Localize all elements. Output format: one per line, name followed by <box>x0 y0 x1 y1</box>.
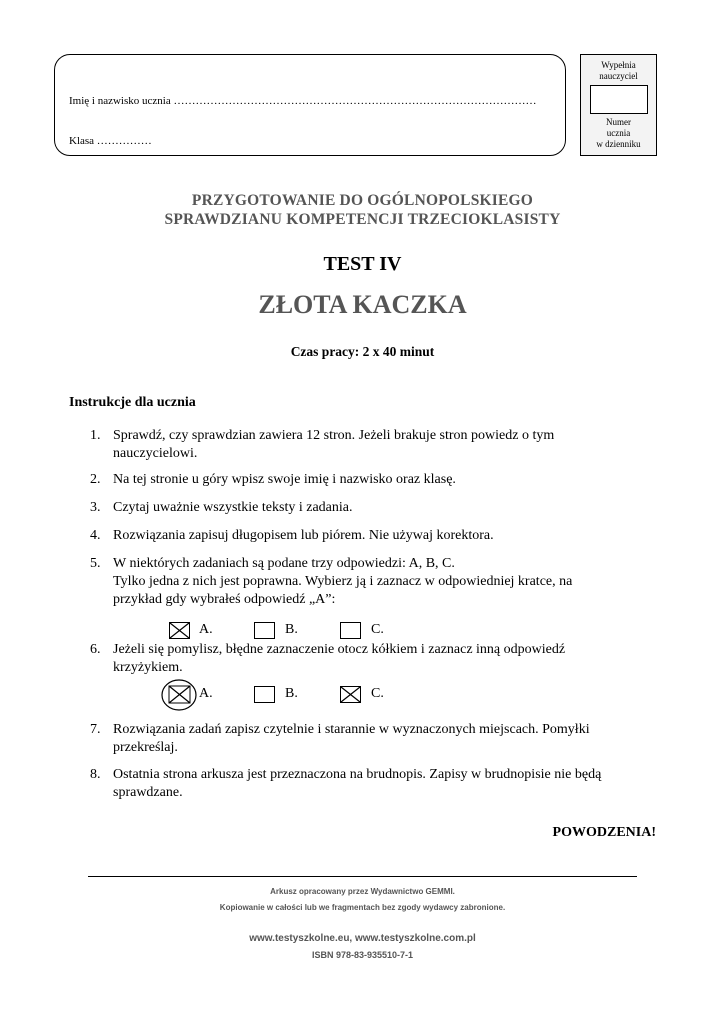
footer-copyright: Kopiowanie w całości lub we fragmentach bez zgody wydawcy zabronione. <box>219 903 506 912</box>
item-text: Rozwiązania zapisuj długopisem lub piórem. Nie używaj korektora. <box>113 528 494 543</box>
option-label-b: B. <box>285 686 298 701</box>
checkbox-c[interactable] <box>340 622 361 639</box>
checkbox-b[interactable] <box>254 622 275 639</box>
item-number: 6. <box>90 642 101 657</box>
item-text: Jeżeli się pomylisz, błędne zaznaczenie otocz kółkiem i zaznacz inną odpowiedź <box>113 642 566 657</box>
item-number: 3. <box>90 500 101 515</box>
option-label-c: C. <box>371 686 384 701</box>
item-number: 5. <box>90 556 101 571</box>
item-text: sprawdzane. <box>113 785 183 800</box>
student-name-field[interactable]: Imię i nazwisko ucznia ……………………………………………………………………………………… <box>69 95 537 107</box>
example-row-2 <box>0 686 725 708</box>
item-number: 1. <box>90 428 101 443</box>
item-text: Tylko jedna z nich jest poprawna. Wybierz ją i zaznacz w odpowiedniej kratce, na <box>113 574 573 589</box>
footer-divider <box>88 876 637 877</box>
item-text: Rozwiązania zadań zapisz czytelnie i starannie w wyznaczonych miejscach. Pomyłki <box>113 722 590 737</box>
option-label-a: A. <box>199 622 213 637</box>
item-text: przykład gdy wybrałeś odpowiedź „A”: <box>113 592 336 607</box>
option-label-b: B. <box>285 622 298 637</box>
main-title: ZŁOTA KACZKA <box>258 290 467 319</box>
checkbox-b[interactable] <box>254 686 275 703</box>
teacher-box-label-3: Numer <box>606 117 631 127</box>
item-text: nauczycielowi. <box>113 446 198 461</box>
header-line-1: PRZYGOTOWANIE DO OGÓLNOPOLSKIEGO <box>191 192 534 209</box>
item-text: przekreślaj. <box>113 740 178 755</box>
item-text: Na tej stronie u góry wpisz swoje imię i nazwisko oraz klasę. <box>113 472 456 487</box>
checkbox-a-checked[interactable] <box>169 622 190 639</box>
good-luck-text: POWODZENIA! <box>552 825 656 840</box>
student-number-input[interactable] <box>590 85 648 114</box>
teacher-box <box>580 54 657 156</box>
example-row-1 <box>0 622 725 642</box>
instructions-heading: Instrukcje dla ucznia <box>69 395 196 410</box>
footer-publisher: Arkusz opracowany przez Wydawnictwo GEMMI. <box>270 887 455 896</box>
item-text: Czytaj uważnie wszystkie teksty i zadania. <box>113 500 353 515</box>
cross-mark-icon <box>340 686 361 703</box>
teacher-box-label-5: w dzienniku <box>596 139 641 149</box>
footer-websites: www.testyszkolne.eu, www.testyszkolne.com.pl <box>249 933 476 944</box>
item-number: 7. <box>90 722 101 737</box>
option-label-c: C. <box>371 622 384 637</box>
student-info-box <box>54 54 566 156</box>
footer-isbn: ISBN 978-83-935510-7-1 <box>311 950 414 960</box>
checkbox-c-checked[interactable] <box>340 686 361 703</box>
item-text: krzyżykiem. <box>113 660 183 675</box>
cross-mark-icon <box>169 622 190 639</box>
item-number: 2. <box>90 472 101 487</box>
class-field[interactable]: Klasa …………… <box>69 135 152 147</box>
item-text: Sprawdź, czy sprawdzian zawiera 12 stron. Jeżeli brakuje stron powiedz o tym <box>113 428 555 443</box>
teacher-box-label-4: ucznia <box>606 128 631 138</box>
work-time: Czas pracy: 2 x 40 minut <box>290 344 435 359</box>
header-line-2: SPRAWDZIANU KOMPETENCJI TRZECIOKLASISTY <box>164 211 561 228</box>
item-number: 4. <box>90 528 101 543</box>
item-text: W niektórych zadaniach są podane trzy odpowiedzi: A, B, C. <box>113 556 455 571</box>
item-number: 8. <box>90 767 101 782</box>
test-title: TEST IV <box>323 253 402 275</box>
option-label-a: A. <box>199 686 213 701</box>
circled-cross-icon <box>160 678 198 712</box>
teacher-box-label-2: nauczyciel <box>599 71 638 81</box>
item-text: Ostatnia strona arkusza jest przeznaczona na brudnopis. Zapisy w brudnopisie nie będą <box>113 767 602 782</box>
teacher-box-label-1: Wypełnia <box>601 60 636 70</box>
